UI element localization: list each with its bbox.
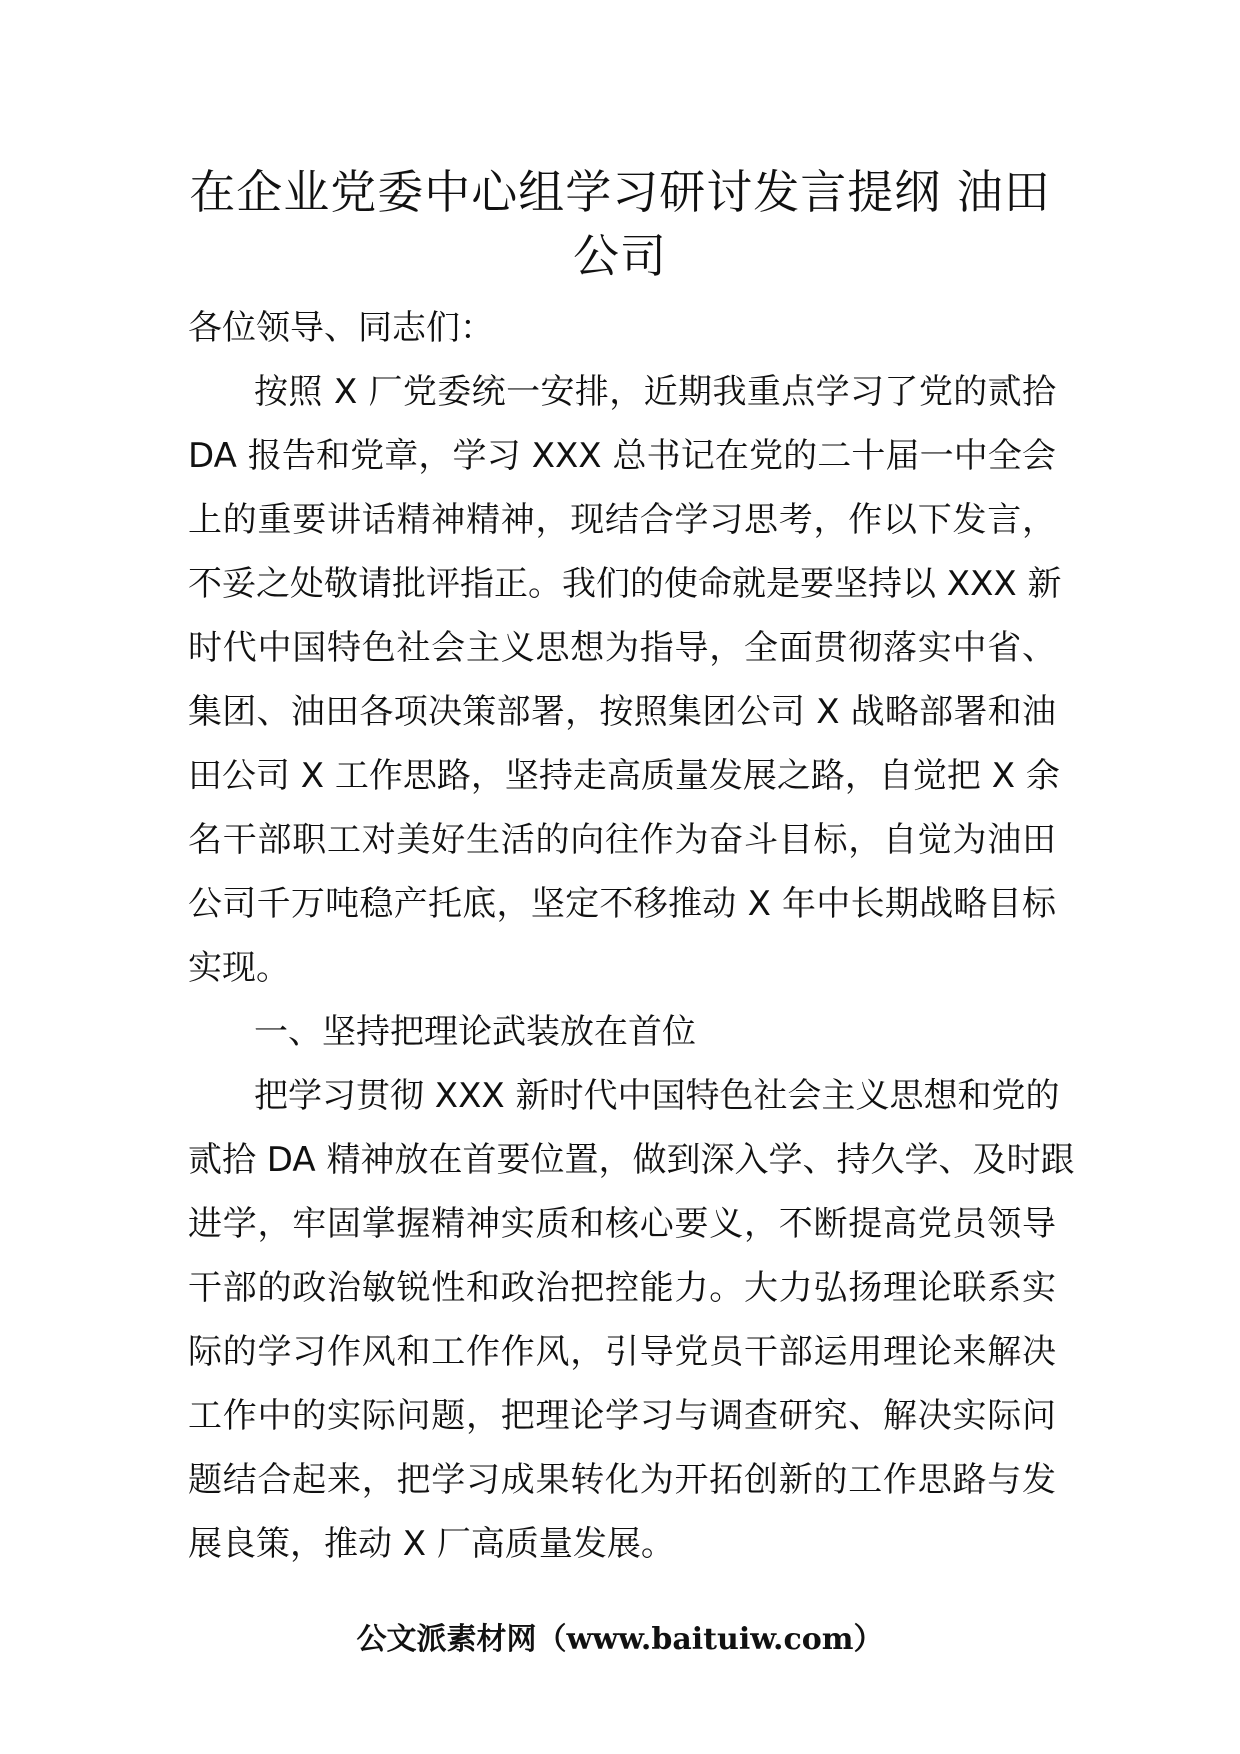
title-line-1: 在企业党委中心组学习研讨发言提纲 油田 — [189, 165, 1051, 219]
paragraph-1 — [188, 360, 1062, 1000]
section-heading: 一、坚持把理论武装放在首位 — [254, 1012, 696, 1052]
footer-watermark: 公文派素材网（www.baituiw.com） — [356, 1622, 884, 1657]
paragraph-line: 不妥之处敬请批评指正。我们的使命就是要坚持以 XXX 新 — [188, 564, 1062, 604]
paragraph-line: 时代中国特色社会主义思想为指导，全面贯彻落实中省、 — [188, 628, 1056, 668]
paragraph-line: 题结合起来，把学习成果转化为开拓创新的工作思路与发 — [188, 1460, 1056, 1500]
paragraph-line: 名干部职工对美好生活的向往作为奋斗目标，自觉为油田 — [188, 820, 1056, 860]
paragraph-line: 上的重要讲话精神精神，现结合学习思考，作以下发言， — [188, 500, 1056, 540]
greeting: 各位领导、同志们： — [188, 308, 494, 348]
paragraph-line: 把学习贯彻 XXX 新时代中国特色社会主义思想和党的 — [254, 1076, 1060, 1116]
paragraph-line: 贰拾 DA 精神放在首要位置，做到深入学、持久学、及时跟 — [188, 1140, 1075, 1180]
document-body — [188, 296, 1075, 1576]
paragraph-line: 田公司 X 工作思路，坚持走高质量发展之路，自觉把 X 余 — [188, 756, 1060, 796]
paragraph-line: 展良策，推动 X 厂高质量发展。 — [188, 1524, 675, 1564]
title-line-2: 公司 — [573, 229, 667, 283]
paragraph-line: 按照 X 厂党委统一安排，近期我重点学习了党的贰拾 — [254, 372, 1056, 412]
paragraph-line: DA 报告和党章，学习 XXX 总书记在党的二十届一中全会 — [188, 436, 1056, 476]
paragraph-line: 工作中的实际问题，把理论学习与调查研究、解决实际问 — [188, 1396, 1056, 1436]
paragraph-line: 际的学习作风和工作作风，引导党员干部运用理论来解决 — [188, 1332, 1056, 1372]
paragraph-line: 进学，牢固掌握精神实质和核心要义，不断提高党员领导 — [188, 1204, 1056, 1244]
paragraph-line: 干部的政治敏锐性和政治把控能力。大力弘扬理论联系实 — [188, 1268, 1056, 1308]
paragraph-line: 实现。 — [188, 948, 290, 988]
paragraph-line: 公司千万吨稳产托底，坚定不移推动 X 年中长期战略目标 — [188, 884, 1056, 924]
paragraph-2 — [188, 1064, 1075, 1576]
paragraph-line: 集团、油田各项决策部署，按照集团公司 X 战略部署和油 — [188, 692, 1056, 732]
document-title — [150, 160, 1090, 288]
